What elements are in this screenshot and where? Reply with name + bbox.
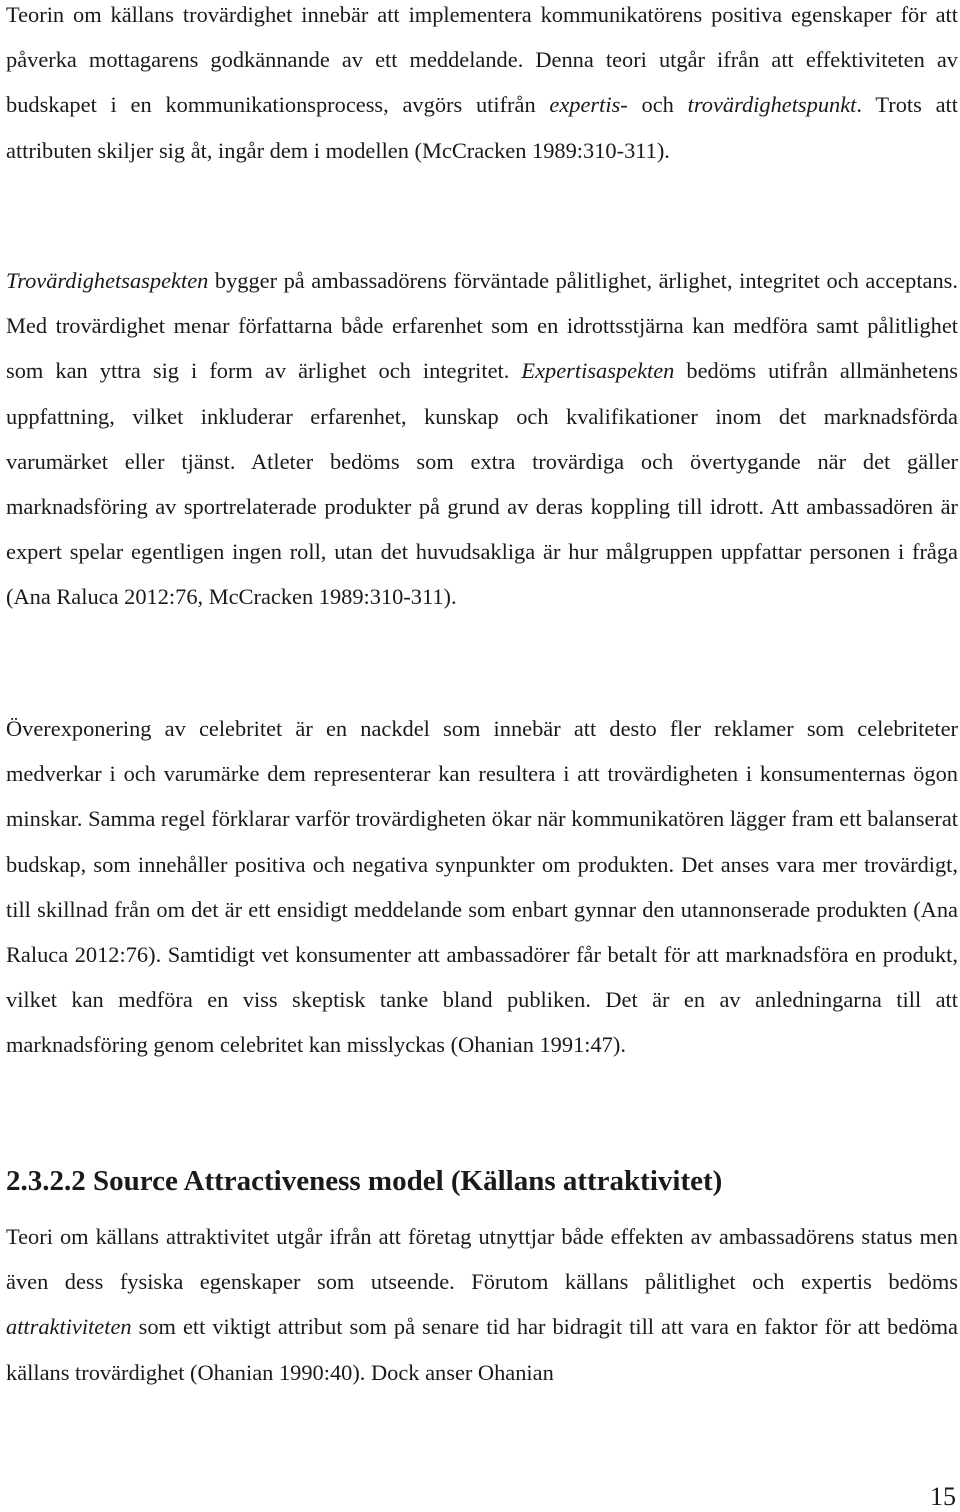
paragraph-text: och [627, 92, 688, 118]
section-heading: 2.3.2.2 Source Attractiveness model (Källans attraktivitet) [6, 1165, 723, 1197]
paragraph-text: . Trots att attributen skiljer sig åt, ingår dem i modellen (McCracken 1989:310-311). [6, 92, 958, 163]
paragraph-source-credibility-intro [6, 0, 958, 173]
paragraph-credibility-aspects [6, 258, 958, 620]
emphasis-expertis: expertis- [549, 92, 628, 118]
emphasis-trovardighetsaspekten: Trovärdighetsaspekten [6, 268, 209, 293]
paragraph-source-attractiveness [6, 1214, 958, 1395]
paragraph-text: Överexponering av celebritet är en nackdel som innebär att desto fler reklamer som celebriteter medverkar i och varumärke dem representerar kan resultera i att trovärdigheten i konsumenternas ögon minskar. Samma regel förklarar varför trovärdigheten ökar när kommunikatören lägger fram ett balanserat budskap, som innehåller positiva och negativa synpunkter om produkten. Det anses vara mer trovärdigt, till skillnad från om det är ett ensidigt meddelande som enbart gynnar den utannonserade produkten (Ana Raluca 2012:76). Samtidigt vet konsumenter att ambassadörer får betalt för att marknadsföra en produkt, vilket kan medföra en viss skeptisk tanke bland publiken. Det är en av anledningarna till att marknadsföring genom celebritet kan misslyckas (Ohanian 1991:47). [6, 716, 958, 1058]
paragraph-overexposure [6, 706, 958, 1068]
paragraph-text: bedöms utifrån allmänhetens uppfattning, vilket inkluderar erfarenhet, kunskap och kvalifikationer inom det marknadsförda varumärket eller tjänst. Atleter bedöms som extra trovärdiga och övertygande när det gäller marknadsföring av sportrelaterade produkter på grund av deras koppling till idrott. Att ambassadören är expert spelar egentligen ingen roll, utan det huvudsakliga är hur målgruppen uppfattar personen i fråga (Ana Raluca 2012:76, McCracken 1989:310-311). [6, 358, 958, 610]
paragraph-text: som ett viktigt attribut som på senare tid har bidragit till att vara en faktor för att bedöma källans trovärdighet (Ohanian 1990:40). Dock anser Ohanian [6, 1314, 958, 1385]
page-number: 15 [930, 1482, 956, 1511]
paragraph-text: Teorin om källans trovärdighet innebär att implementera kommunikatörens positiva egenskaper för att påverka mottagarens godkännande av ett meddelande. Denna teori utgår ifrån att effektiviteten av budskapet i en kommunikationsprocess, avgörs utifrån [6, 2, 958, 118]
paragraph-text: bygger på ambassadörens förväntade pålitlighet, ärlighet, integritet och acceptans. Med trovärdighet menar författarna både erfarenhet som en idrottsstjärna kan medföra samt pålitlighet som kan yttra sig i form av ärlighet och integritet. [6, 268, 958, 384]
emphasis-expertisaspekten: Expertisaspekten [521, 358, 675, 384]
emphasis-attraktiviteten: attraktiviteten [6, 1314, 132, 1340]
paragraph-text: Teori om källans attraktivitet utgår ifrån att företag utnyttjar både effekten av ambassadörens status men även dess fysiska egenskaper som utseende. Förutom källans pålitlighet och expertis bedöms [6, 1224, 958, 1295]
emphasis-trovardighetspunkt: trovärdighetspunkt [687, 92, 857, 118]
